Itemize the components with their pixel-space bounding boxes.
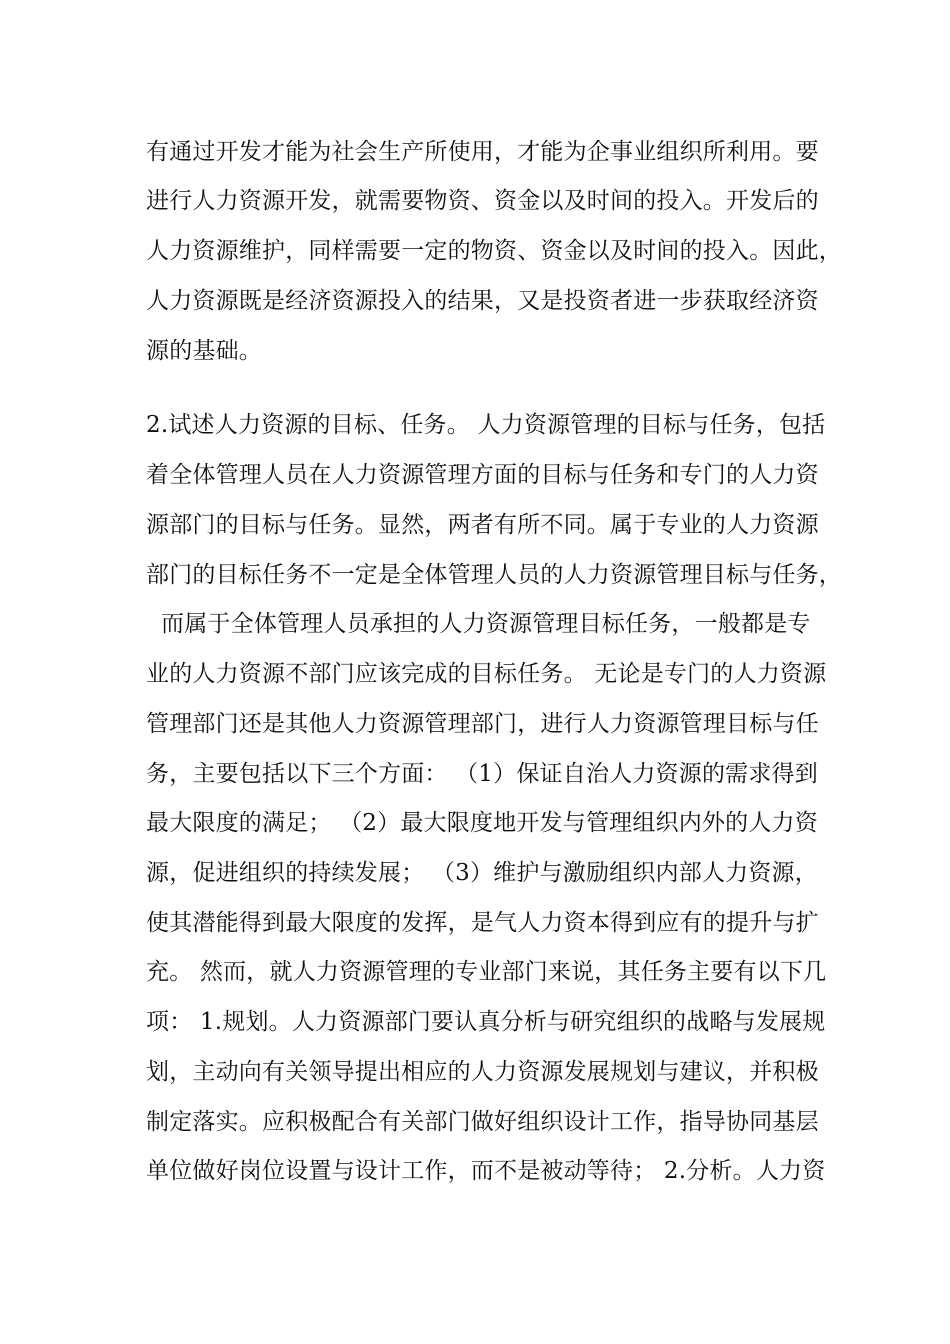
text-line: 业的人力资源不部门应该完成的目标任务。 无论是专门的人力资源 [146, 661, 827, 687]
text-line: 源，促进组织的持续发展； （3）维护与激励组织内部人力资源， [146, 860, 818, 886]
text-line: 人力资源既是经济资源投入的结果，又是投资者进一步获取经济资 [146, 288, 819, 314]
text-line: 使其潜能得到最大限度的发挥，是气人力资本得到应有的提升与扩 [146, 910, 819, 936]
text-line: 充。 然而，就人力资源管理的专业部门来说，其任务主要有以下几 [146, 959, 827, 985]
text-line: 进行人力资源开发，就需要物资、资金以及时间的投入。开发后的 [146, 188, 819, 214]
text-line: 项： 1.规划。人力资源部门要认真分析与研究组织的战略与发展规 [146, 1009, 826, 1035]
text-line: 最大限度的满足； （2）最大限度地开发与管理组织内外的人力资 [146, 810, 818, 836]
text-line: 源部门的目标与任务。显然，两者有所不同。属于专业的人力资源 [146, 512, 819, 538]
text-line: 制定落实。应积极配合有关部门做好组织设计工作，指导协同基层 [146, 1109, 819, 1135]
text-line: 划，主动向有关领导提出相应的人力资源发展规划与建议，并积极 [146, 1059, 819, 1085]
text-line: 管理部门还是其他人力资源管理部门，进行人力资源管理目标与任 [146, 711, 819, 737]
text-line: 部门的目标任务不一定是全体管理人员的人力资源管理目标与任务， [146, 562, 842, 588]
text-line: 有通过开发才能为社会生产所使用，才能为企事业组织所利用。要 [146, 139, 819, 165]
text-line: 人力资源维护，同样需要一定的物资、资金以及时间的投入。因此， [146, 238, 842, 264]
text-line: 单位做好岗位设置与设计工作，而不是被动等待； 2.分析。人力资 [146, 1158, 826, 1184]
text-line: 务，主要包括以下三个方面： （1）保证自治人力资源的需求得到 [146, 761, 818, 787]
text-line: 而属于全体管理人员承担的人力资源管理目标任务，一般都是专 [146, 611, 811, 637]
text-line: 着全体管理人员在人力资源管理方面的目标与任务和专门的人力资 [146, 462, 819, 488]
text-line: 源的基础。 [146, 338, 262, 364]
text-line: 2.试述人力资源的目标、任务。 人力资源管理的目标与任务，包括 [146, 412, 826, 438]
